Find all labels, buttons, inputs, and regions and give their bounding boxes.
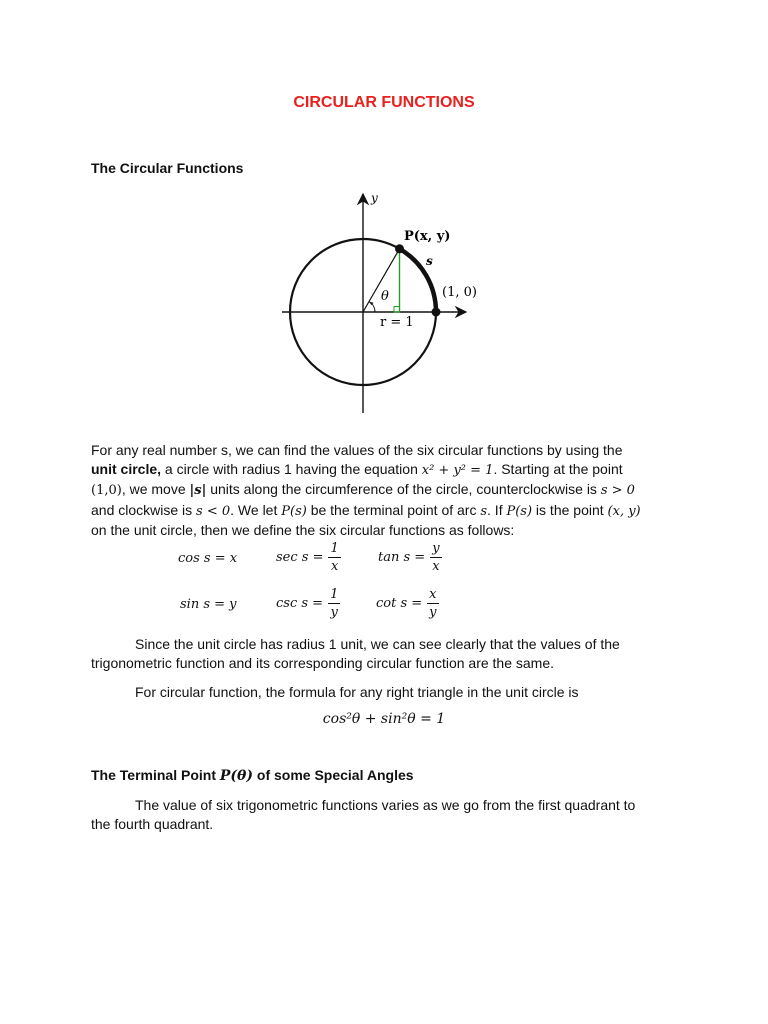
circle-equation: x² + y² = 1 bbox=[421, 462, 494, 478]
point-p bbox=[395, 244, 404, 253]
formula-sin: sin s = y bbox=[180, 597, 237, 612]
point-p-label: P(x, y) bbox=[404, 229, 451, 244]
unit-circle-diagram bbox=[280, 188, 480, 418]
unit-circle-term: unit circle, bbox=[91, 460, 162, 477]
paragraph-quadrants bbox=[91, 796, 679, 833]
para1-line5: on the unit circle, then we define the six circular functions as follows: bbox=[91, 522, 515, 538]
point-1-0-label: (1, 0) bbox=[442, 285, 477, 300]
fraction: $\frac{y}{x}$ bbox=[432, 541, 440, 574]
paragraph-unit-radius bbox=[91, 635, 679, 672]
section-heading-terminal-point: The Terminal Point P(θ) of some Special Angles bbox=[91, 767, 414, 784]
y-axis-label: y bbox=[371, 191, 378, 205]
para2-line1: Since the unit circle has radius 1 unit, we can see clearly that the values of the bbox=[135, 636, 620, 652]
abs-s-math: |s| bbox=[189, 483, 207, 498]
formula-sec: sec s = $\frac{1}{x}$ bbox=[276, 541, 339, 574]
formula-csc: csc s = $\frac{1}{y}$ bbox=[276, 587, 339, 620]
fraction: $\frac{1}{x}$ bbox=[330, 541, 339, 574]
paragraph-unit-circle bbox=[91, 441, 679, 540]
para1-line1: For any real number s, we can find the values of the six circular functions by using the bbox=[91, 442, 623, 458]
fraction: $\frac{1}{y}$ bbox=[330, 587, 339, 620]
right-angle-mark bbox=[394, 307, 400, 313]
arc-s-label: s bbox=[426, 254, 433, 268]
para4-line2: the fourth quadrant. bbox=[91, 815, 214, 832]
page-title: CIRCULAR FUNCTIONS bbox=[293, 94, 475, 111]
s-greater-zero: s > 0 bbox=[600, 483, 635, 498]
fraction: $\frac{x}{y}$ bbox=[429, 587, 437, 620]
formula-cot: cot s = $\frac{x}{y}$ bbox=[376, 587, 437, 620]
para4-line1: The value of six trigonometric functions varies as we go from the first quadrant to bbox=[135, 797, 636, 813]
point-1-0 bbox=[432, 308, 441, 317]
para1-line3: (1,0), we move |s| units along the circumference of the circle, counterclockwise is s > 0 bbox=[91, 481, 635, 498]
pythagorean-identity: cos²θ + sin²θ = 1 bbox=[322, 711, 446, 727]
radius-label: r = 1 bbox=[380, 315, 414, 330]
para1-line4: and clockwise is s < 0. We let P(s) be the terminal point of arc s. If P(s) is the point (x, y) bbox=[91, 501, 641, 519]
paragraph-right-triangle: For circular function, the formula for any right triangle in the unit circle is bbox=[135, 684, 579, 700]
angle-theta-label: θ bbox=[381, 289, 389, 304]
formula-tan: tan s = $\frac{y}{x}$ bbox=[378, 541, 440, 574]
para1-line2: unit circle, a circle with radius 1 having the equation x² + y² = 1. Starting at the point bbox=[91, 460, 623, 478]
s-less-zero: s < 0 bbox=[196, 503, 231, 519]
section-heading-circular-functions: The Circular Functions bbox=[91, 160, 244, 176]
point-1-0-math: (1,0) bbox=[91, 483, 122, 498]
formula-cos: cos s = x bbox=[178, 551, 238, 566]
para2-line2: trigonometric function and its corresponding circular function are the same. bbox=[91, 654, 555, 671]
